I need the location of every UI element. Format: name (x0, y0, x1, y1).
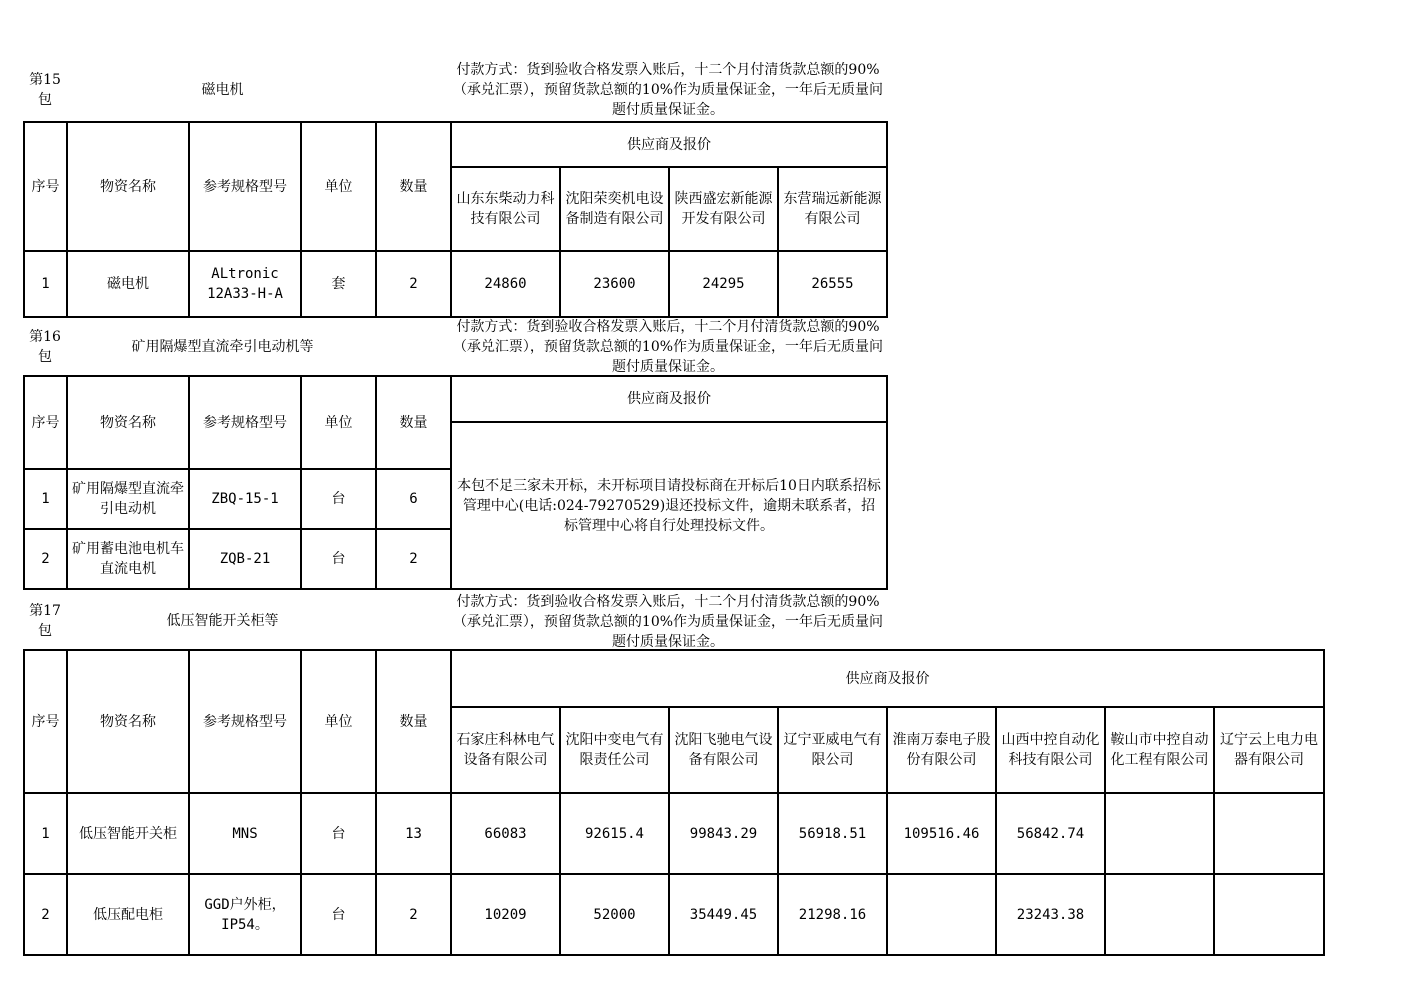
header-seq: 序号 (24, 376, 67, 469)
row-spec: MNS (189, 793, 301, 874)
row-seq: 2 (24, 874, 67, 955)
price-cell: 10209 (451, 874, 560, 955)
row-qty: 13 (376, 793, 451, 874)
header-name: 物资名称 (67, 376, 189, 469)
supplier-name: 鞍山市中控自动化工程有限公司 (1105, 707, 1214, 793)
table-row (24, 251, 887, 317)
header-qty: 数量 (376, 650, 451, 793)
row-unit: 台 (301, 469, 376, 529)
supplier-name: 辽宁云上电力电器有限公司 (1214, 707, 1324, 793)
row-spec: GGD户外柜，IP54。 (189, 874, 301, 955)
supplier-name: 沈阳飞驰电气设备有限公司 (669, 707, 778, 793)
header-qty: 数量 (376, 376, 451, 469)
header-unit: 单位 (301, 650, 376, 793)
table-row (24, 874, 1324, 955)
price-cell (1105, 874, 1214, 955)
supplier-name: 山西中控自动化科技有限公司 (996, 707, 1105, 793)
header-qty: 数量 (376, 122, 451, 251)
price-cell (1105, 793, 1214, 874)
price-cell (1214, 793, 1324, 874)
row-qty: 2 (376, 251, 451, 317)
price-cell: 92615.4 (560, 793, 669, 874)
header-spec: 参考规格型号 (189, 122, 301, 251)
package-title: 矿用隔爆型直流牵引电动机等 (131, 339, 314, 355)
row-name: 矿用蓄电池电机车直流电机 (67, 529, 189, 589)
header-unit: 单位 (301, 122, 376, 251)
price-cell: 66083 (451, 793, 560, 874)
package-number: 第15包 (29, 72, 61, 108)
supplier-name: 陕西盛宏新能源开发有限公司 (669, 167, 778, 251)
row-qty: 2 (376, 874, 451, 955)
bid-table-17 (23, 649, 1325, 956)
row-seq: 1 (24, 793, 67, 874)
header-spec: 参考规格型号 (189, 650, 301, 793)
payment-terms: 付款方式：货到验收合格发票入账后，十二个月付清货款总额的90%（承兑汇票），预留货款总额的10%作为质量保证金，一年后无质量问题付质量保证金。 (452, 319, 884, 375)
package-title: 低压智能开关柜等 (166, 613, 279, 629)
supplier-name: 淮南万泰电子股份有限公司 (887, 707, 996, 793)
header-suppliers: 供应商及报价 (451, 376, 887, 422)
price-cell (1214, 874, 1324, 955)
row-name: 磁电机 (67, 251, 189, 317)
header-name: 物资名称 (67, 650, 189, 793)
supplier-name: 东营瑞远新能源有限公司 (778, 167, 887, 251)
no-bid-notice: 本包不足三家未开标，未开标项目请投标商在开标后10日内联系招标管理中心(电话:024-79270529)退还投标文件，逾期未联系者，招标管理中心将自行处理投标文件。 (451, 422, 887, 589)
price-cell: 26555 (778, 251, 887, 317)
row-spec: ZBQ-15-1 (189, 469, 301, 529)
header-name: 物资名称 (67, 122, 189, 251)
price-cell: 56842.74 (996, 793, 1105, 874)
price-cell (887, 874, 996, 955)
row-seq: 1 (24, 469, 67, 529)
price-cell: 56918.51 (778, 793, 887, 874)
price-cell: 24860 (451, 251, 560, 317)
package-number: 第16包 (29, 329, 61, 365)
bid-table-15 (23, 121, 888, 318)
price-cell: 21298.16 (778, 874, 887, 955)
payment-terms: 付款方式：货到验收合格发票入账后，十二个月付清货款总额的90%（承兑汇票），预留货款总额的10%作为质量保证金，一年后无质量问题付质量保证金。 (452, 62, 884, 118)
price-cell: 23600 (560, 251, 669, 317)
payment-terms: 付款方式：货到验收合格发票入账后，十二个月付清货款总额的90%（承兑汇票），预留货款总额的10%作为质量保证金，一年后无质量问题付质量保证金。 (452, 594, 884, 650)
row-unit: 套 (301, 251, 376, 317)
header-seq: 序号 (24, 122, 67, 251)
header-suppliers: 供应商及报价 (451, 122, 887, 167)
price-cell: 35449.45 (669, 874, 778, 955)
package-title: 磁电机 (201, 82, 244, 98)
price-cell: 99843.29 (669, 793, 778, 874)
row-unit: 台 (301, 874, 376, 955)
bid-table-16 (23, 375, 888, 590)
price-cell: 52000 (560, 874, 669, 955)
header-spec: 参考规格型号 (189, 376, 301, 469)
row-unit: 台 (301, 529, 376, 589)
supplier-name: 沈阳中变电气有限责任公司 (560, 707, 669, 793)
header-suppliers: 供应商及报价 (451, 650, 1324, 707)
header-seq: 序号 (24, 650, 67, 793)
row-seq: 2 (24, 529, 67, 589)
supplier-name: 沈阳荣奕机电设备制造有限公司 (560, 167, 669, 251)
supplier-name: 辽宁亚威电气有限公司 (778, 707, 887, 793)
supplier-name: 石家庄科林电气设备有限公司 (451, 707, 560, 793)
header-unit: 单位 (301, 376, 376, 469)
row-seq: 1 (24, 251, 67, 317)
row-name: 低压智能开关柜 (67, 793, 189, 874)
package-number: 第17包 (29, 603, 61, 639)
row-name: 低压配电柜 (67, 874, 189, 955)
price-cell: 24295 (669, 251, 778, 317)
table-row (24, 793, 1324, 874)
price-cell: 109516.46 (887, 793, 996, 874)
row-name: 矿用隔爆型直流牵引电动机 (67, 469, 189, 529)
row-spec: ALtronic 12A33-H-A (189, 251, 301, 317)
row-spec: ZQB-21 (189, 529, 301, 589)
supplier-name: 山东东柴动力科技有限公司 (451, 167, 560, 251)
row-unit: 台 (301, 793, 376, 874)
row-qty: 2 (376, 529, 451, 589)
row-qty: 6 (376, 469, 451, 529)
price-cell: 23243.38 (996, 874, 1105, 955)
